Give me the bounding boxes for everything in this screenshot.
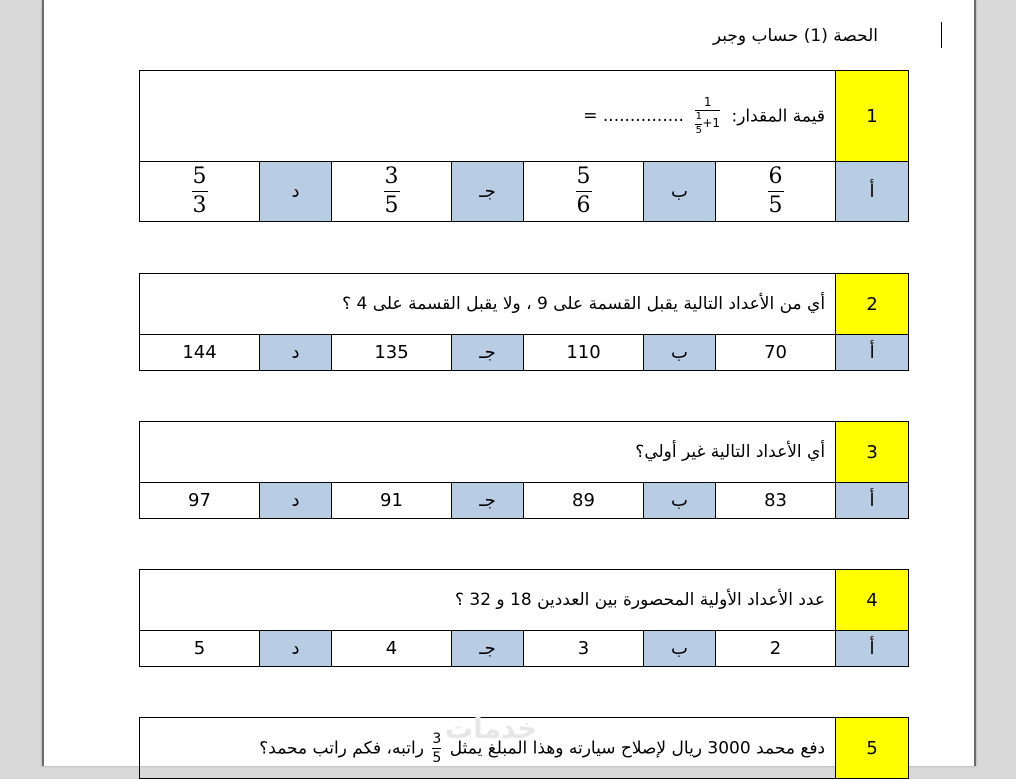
question-3-table [139, 421, 909, 519]
option-d-label: د [260, 335, 332, 371]
question-5-number: 5 [836, 718, 909, 779]
question-1-text-cell [140, 71, 836, 162]
option-b-value[interactable]: 89 [524, 483, 644, 519]
question-5-text-cell [140, 718, 836, 779]
option-c-label: جـ [452, 631, 524, 667]
option-d-label: د [260, 631, 332, 667]
option-d-value[interactable]: $\frac{5}{3}$ [140, 162, 260, 222]
option-c-value[interactable]: $\frac{3}{5}$ [332, 162, 452, 222]
option-c-label: جـ [452, 335, 524, 371]
option-a-label: أ [836, 631, 909, 667]
question-2-text: أي من الأعداد التالية يقبل القسمة على 9 ، ولا يقبل القسمة على 4 ؟ [140, 274, 836, 335]
option-b-label: ب [644, 631, 716, 667]
option-d-value[interactable]: 144 [140, 335, 260, 371]
option-a-label: أ [836, 483, 909, 519]
option-d-label: د [260, 162, 332, 222]
page-title: الحصة (1) حساب وجبر [712, 26, 878, 46]
option-a-value[interactable]: 2 [716, 631, 836, 667]
question-1-expression: 1 $\frac{1}{5}$ +1 [695, 94, 721, 136]
question-2-table [139, 273, 909, 371]
option-d-value[interactable]: 97 [140, 483, 260, 519]
question-3-text: أي الأعداد التالية غير أولي؟ [140, 422, 836, 483]
question-5-fraction: $\frac{3}{5}$ [432, 730, 442, 766]
question-1-dots: = ............... [583, 105, 684, 126]
option-c-value[interactable]: 91 [332, 483, 452, 519]
question-5-text-after: راتبه، فكم راتب محمد؟ [259, 738, 424, 758]
option-a-value[interactable]: 83 [716, 483, 836, 519]
option-c-label: جـ [452, 162, 524, 222]
option-a-label: أ [836, 335, 909, 371]
option-c-value[interactable]: 135 [332, 335, 452, 371]
question-4-table [139, 569, 909, 667]
question-4-number: 4 [836, 570, 909, 631]
text-cursor [941, 22, 942, 48]
question-4-text: عدد الأعداد الأولية المحصورة بين العددين 18 و 32 ؟ [140, 570, 836, 631]
question-1-text: قيمة المقدار: [731, 105, 825, 126]
option-b-label: ب [644, 483, 716, 519]
option-d-value[interactable]: 5 [140, 631, 260, 667]
question-1-number: 1 [836, 71, 909, 162]
option-a-label: أ [836, 162, 909, 222]
option-c-value[interactable]: 4 [332, 631, 452, 667]
option-b-value[interactable]: 3 [524, 631, 644, 667]
question-3-number: 3 [836, 422, 909, 483]
watermark: خدمات [445, 712, 538, 745]
option-b-value[interactable]: $\frac{5}{6}$ [524, 162, 644, 222]
option-d-label: د [260, 483, 332, 519]
question-2-number: 2 [836, 274, 909, 335]
option-b-label: ب [644, 335, 716, 371]
option-a-value[interactable]: 70 [716, 335, 836, 371]
question-5-table [139, 717, 909, 779]
option-b-label: ب [644, 162, 716, 222]
question-1-table [139, 70, 909, 222]
option-c-label: جـ [452, 483, 524, 519]
option-a-value[interactable]: $\frac{6}{5}$ [716, 162, 836, 222]
option-b-value[interactable]: 110 [524, 335, 644, 371]
question-5-text-before: دفع محمد 3000 ريال لإصلاح سيارته وهذا المبلغ يمثل [449, 738, 826, 758]
